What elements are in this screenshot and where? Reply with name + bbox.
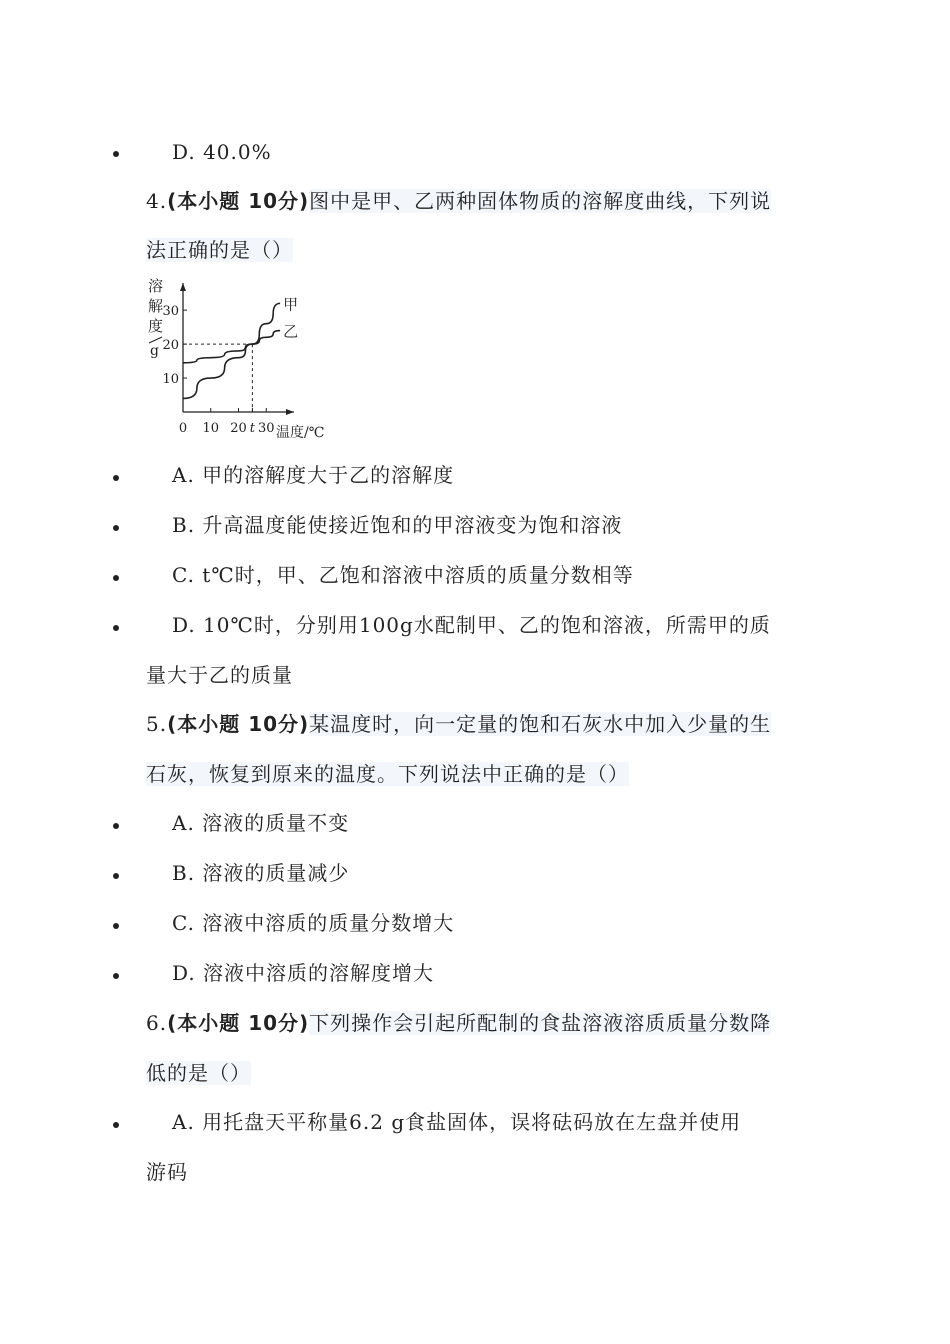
y-tick-label: 20 [162,338,179,354]
q6-stem-text: 下列操作会引起所配制的食盐溶液溶质质量分数降 [309,1011,772,1035]
q5-stem-line2: 石灰，恢复到原来的温度。下列说法中正确的是（） [146,762,629,786]
list-bullet [113,525,119,531]
q4-stem-line2: 法正确的是（） [146,238,293,262]
y-tick-label: 10 [162,372,179,388]
q4-number: 4. [146,189,168,213]
x-tick-label: 20 [230,421,247,436]
q5-option-a[interactable]: A. 溶液的质量不变 [172,811,350,835]
list-bullet [113,1122,119,1128]
chart-axes [180,283,294,415]
q5-option-c[interactable]: C. 溶液中溶质的质量分数增大 [172,911,455,935]
q6-option-a-continued: 游码 [146,1160,188,1184]
y-axis-arrow [180,283,186,291]
q4-option-d[interactable]: D. 10℃时，分别用100g水配制甲、乙的饱和溶液，所需甲的质 [172,613,771,637]
q4-option-d-continued: 量大于乙的质量 [146,663,293,687]
q5-stem-text: 某温度时，向一定量的饱和石灰水中加入少量的生 [309,712,772,736]
q4-stem [146,187,771,215]
x-tick-label: t [249,421,255,436]
y-axis-label: 溶 [148,277,164,295]
x-tick-label: 10 [202,421,220,436]
q6-option-a[interactable]: A. 用托盘天平称量6.2 g食盐固体，误将砝码放在左盘并使用 [172,1110,742,1134]
list-bullet [113,575,119,581]
x-tick-label: 30 [257,421,275,436]
q4-stem-text: 图中是甲、乙两种固体物质的溶解度曲线，下列说 [309,189,772,213]
series-label: 乙 [283,322,299,341]
q4-score-tag: (本小题 10分) [167,189,310,213]
q3-option-d[interactable]: D. 40.0% [172,140,272,164]
q5-stem [146,710,771,738]
list-bullet [113,151,119,157]
y-axis-label: g [150,343,159,359]
q5-option-b[interactable]: B. 溶液的质量减少 [172,861,350,885]
q6-stem-line2: 低的是（） [146,1061,251,1085]
chart-ticks [162,304,274,436]
list-bullet [113,873,119,879]
q4-option-b[interactable]: B. 升高温度能使接近饱和的甲溶液变为饱和溶液 [172,513,623,537]
y-axis-label: 度 [148,317,164,335]
q4-option-c[interactable]: C. t℃时，甲、乙饱和溶液中溶质的质量分数相等 [172,563,634,587]
q6-score-tag: (本小题 10分) [167,1011,310,1035]
y-tick-label: 30 [162,304,179,320]
series-label: 甲 [283,295,299,314]
chart-series [183,295,298,412]
x-axis-label: 温度/℃ [276,425,325,441]
y-axis-label: 解 [148,297,164,315]
q5-option-d[interactable]: D. 溶液中溶质的溶解度增大 [172,961,435,985]
q6-number: 6. [146,1011,168,1035]
x-tick-label: 0 [178,421,188,436]
x-axis-arrow [286,409,294,415]
list-bullet [113,475,119,481]
list-bullet [113,823,119,829]
q5-number: 5. [146,712,168,736]
solubility-chart [146,275,326,441]
list-bullet [113,923,119,929]
q5-score-tag: (本小题 10分) [167,712,310,736]
q4-option-a[interactable]: A. 甲的溶解度大于乙的溶解度 [172,463,455,487]
list-bullet [113,973,119,979]
list-bullet [113,625,119,631]
q6-stem [146,1009,771,1037]
